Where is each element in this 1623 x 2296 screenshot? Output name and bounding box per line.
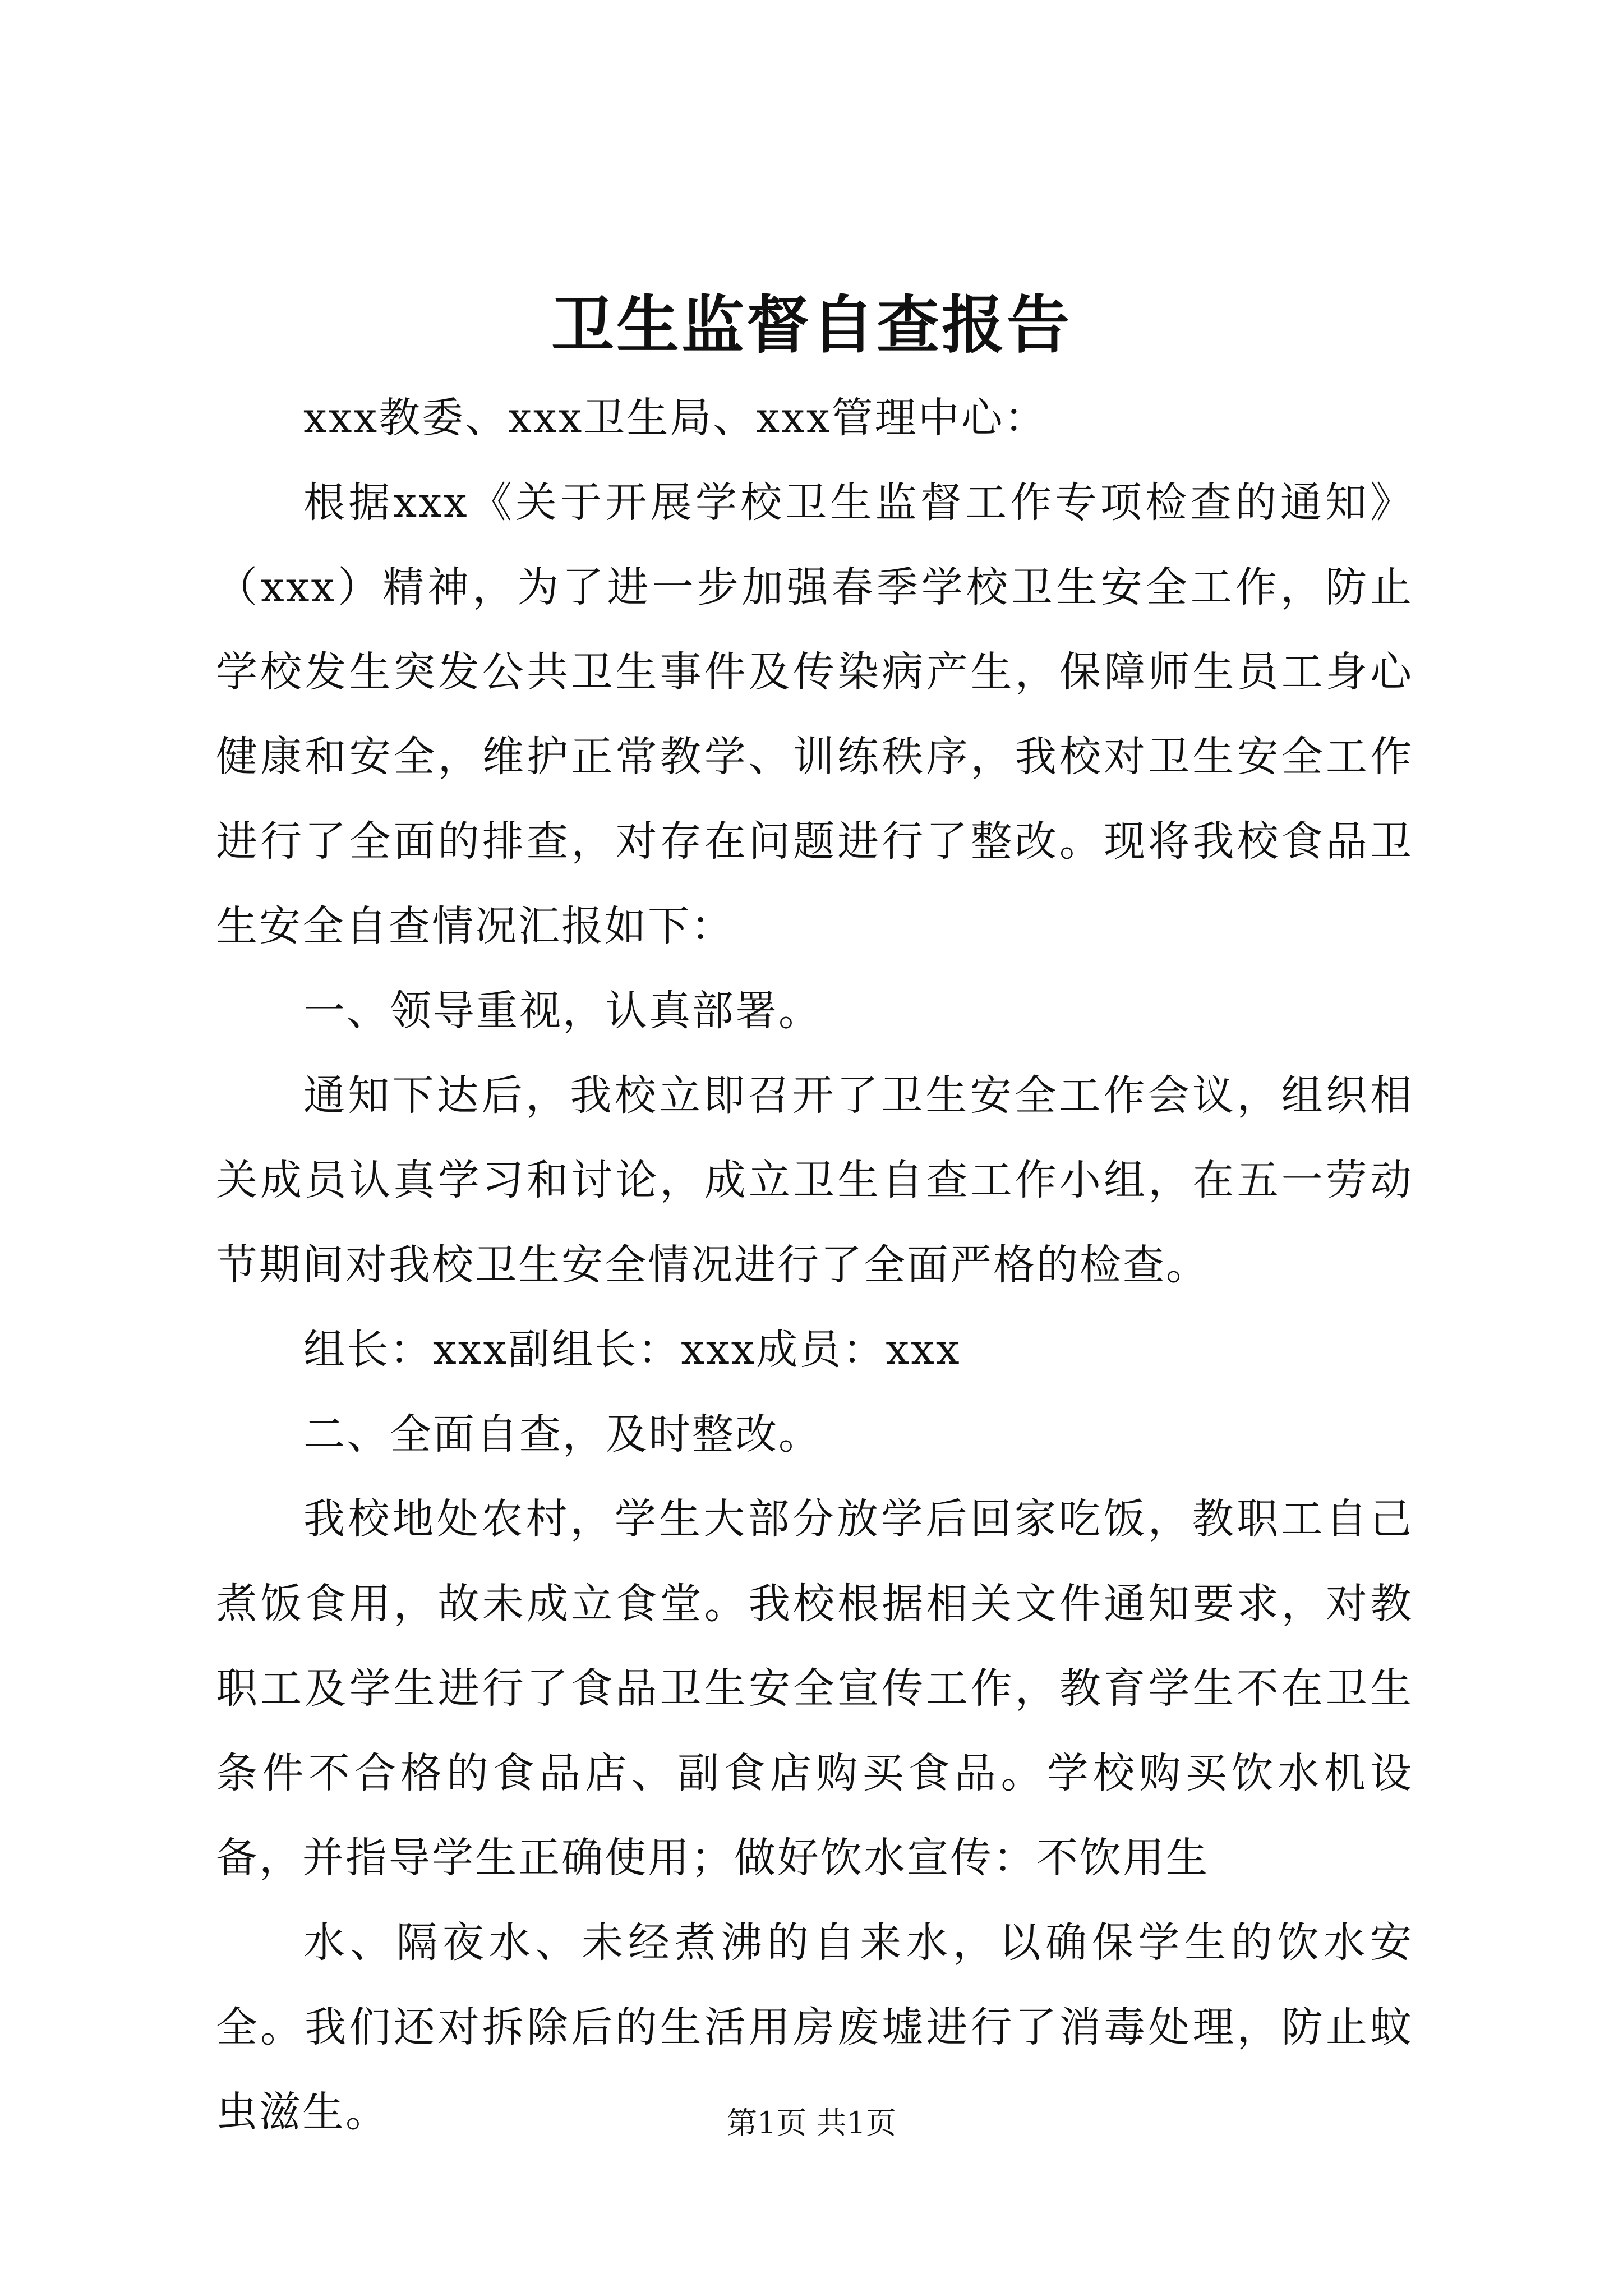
document-body <box>216 376 1413 2155</box>
section-2-continued-paragraph: 水、隔夜水、未经煮沸的自来水，以确保学生的饮水安全。我们还对拆除后的生活用房废墟进行了消毒处理，防止蚊虫滋生。 <box>216 1918 1413 2136</box>
section-2-paragraph: 我校地处农村，学生大部分放学后回家吃饭，教职工自己煮饭食用，故未成立食堂。我校根据相关文件通知要求，对教职工及学生进行了食品卫生安全宣传工作，教育学生不在卫生条件不合格的食品店、副食店购买食品。学校购买饮水机设备，并指导学生正确使用；做好饮水宣传：不饮用生 <box>216 1495 1413 1882</box>
section-heading-2: 二、全面自查，及时整改。 <box>303 1410 822 1458</box>
team-members-line: 组长：xxx副组长：xxx成员：xxx <box>303 1326 961 1374</box>
page-footer: 第1页 共1页 <box>727 2105 896 2141</box>
intro-paragraph: 根据xxx《关于开展学校卫生监督工作专项检查的通知》（xxx）精神，为了进一步加强春季学校卫生安全工作，防止学校发生突发公共卫生事件及传染病产生，保障师生员工身心健康和安全，维护正常教学、训练秩序，我校对卫生安全工作进行了全面的排查，对存在问题进行了整改。现将我校食品卫生安全自查情况汇报如下： <box>216 478 1413 950</box>
section-1-paragraph: 通知下达后，我校立即召开了卫生安全工作会议，组织相关成员认真学习和讨论，成立卫生自查工作小组，在五一劳动节期间对我校卫生安全情况进行了全面严格的检查。 <box>216 1071 1413 1289</box>
addressee-line: xxx教委、xxx卫生局、xxx管理中心： <box>303 394 1048 442</box>
document-title: 卫生监督自查报告 <box>551 288 1072 362</box>
section-heading-1: 一、领导重视，认真部署。 <box>303 987 822 1035</box>
